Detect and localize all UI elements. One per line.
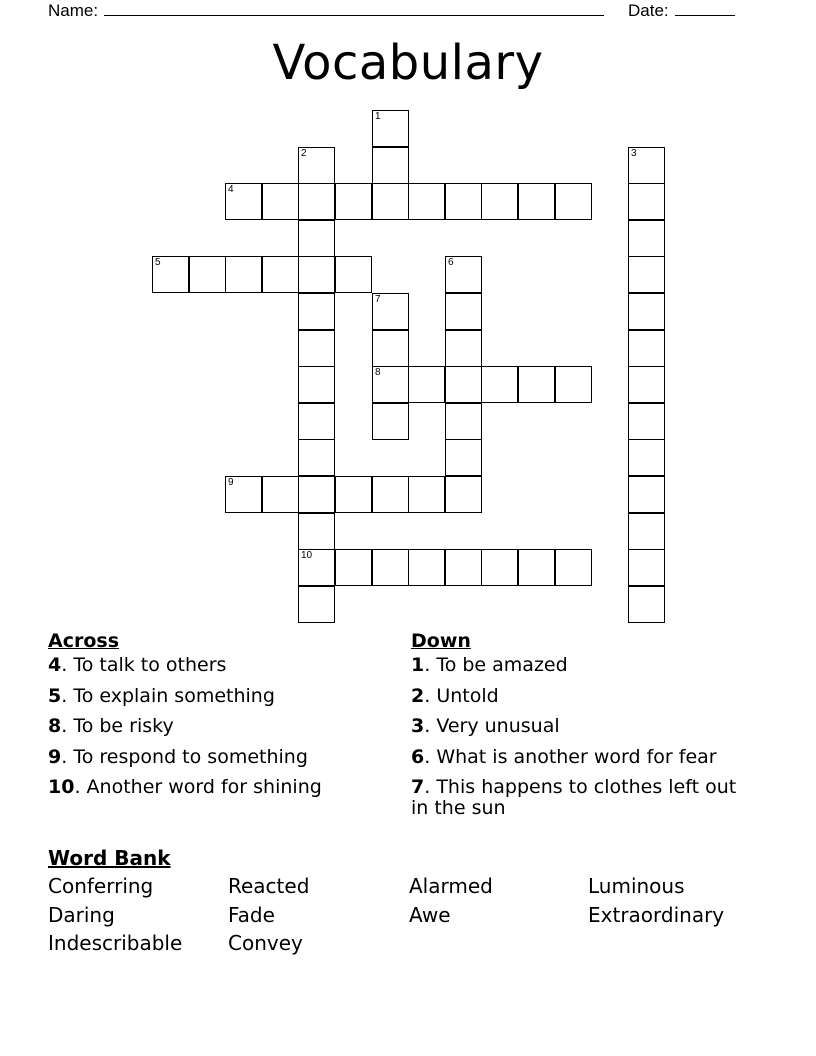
across-heading: Across — [48, 630, 120, 652]
crossword-cell[interactable] — [298, 549, 335, 586]
clue-number: 2 — [301, 148, 307, 159]
crossword-cell[interactable] — [628, 403, 665, 440]
down-clue: 2. Untold — [411, 684, 499, 707]
crossword-cell[interactable] — [445, 330, 482, 367]
crossword-cell[interactable] — [445, 366, 482, 403]
word-bank-word: Conferring — [48, 874, 154, 898]
clue-num: 9 — [48, 745, 62, 768]
clue-number: 10 — [301, 550, 313, 561]
down-clue: 6. What is another word for fear — [411, 745, 717, 768]
crossword-cell[interactable] — [372, 293, 409, 330]
crossword-cell[interactable] — [372, 366, 409, 403]
crossword-cell[interactable] — [518, 183, 555, 220]
crossword-cell[interactable] — [225, 476, 262, 513]
crossword-cell[interactable] — [445, 549, 482, 586]
crossword-cell[interactable] — [481, 549, 518, 586]
crossword-cell[interactable] — [372, 476, 409, 513]
clue-number: 5 — [155, 257, 161, 268]
clue-number: 3 — [631, 148, 637, 159]
crossword-cell[interactable] — [518, 366, 555, 403]
clue-num: 1 — [411, 654, 425, 676]
down-clues — [411, 628, 741, 829]
crossword-cell[interactable] — [445, 403, 482, 440]
across-clue: 9. To respond to something — [48, 745, 308, 768]
clue-text: To explain something — [73, 684, 275, 707]
crossword-cell[interactable] — [372, 147, 409, 184]
crossword-cell[interactable] — [298, 439, 335, 476]
crossword-cell[interactable] — [372, 330, 409, 367]
crossword-cell[interactable] — [628, 183, 665, 220]
clue-number: 8 — [375, 367, 381, 378]
clue-num: 2 — [411, 684, 425, 707]
clue-text: Untold — [436, 684, 499, 707]
crossword-cell[interactable] — [481, 366, 518, 403]
crossword-cell[interactable] — [189, 256, 226, 293]
crossword-cell[interactable] — [445, 293, 482, 330]
across-clue: 8. To be risky — [48, 715, 174, 737]
crossword-cell[interactable] — [298, 330, 335, 367]
crossword-cell[interactable] — [298, 513, 335, 550]
crossword-cell[interactable] — [298, 183, 335, 220]
clue-text: To be risky — [73, 715, 174, 737]
crossword-cell[interactable] — [262, 183, 299, 220]
crossword-cell[interactable] — [628, 586, 665, 623]
crossword-cell[interactable] — [298, 220, 335, 257]
clue-number: 1 — [375, 111, 381, 122]
crossword-cell[interactable] — [481, 183, 518, 220]
crossword-cell[interactable] — [298, 256, 335, 293]
crossword-cell[interactable] — [628, 439, 665, 476]
word-bank-word: Extraordinary — [588, 903, 725, 927]
crossword-cell[interactable] — [298, 586, 335, 623]
crossword-cell[interactable] — [628, 476, 665, 513]
clue-text: To talk to others — [73, 654, 227, 676]
crossword-cell[interactable] — [628, 147, 665, 184]
word-bank-word: Daring — [48, 903, 115, 927]
crossword-cell[interactable] — [555, 183, 592, 220]
crossword-cell[interactable] — [408, 549, 445, 586]
crossword-cell[interactable] — [298, 147, 335, 184]
crossword-cell[interactable] — [335, 549, 372, 586]
across-clues — [48, 628, 322, 808]
crossword-cell[interactable] — [372, 403, 409, 440]
crossword-cell[interactable] — [445, 256, 482, 293]
down-clue-list — [411, 655, 741, 819]
crossword-cell[interactable] — [298, 293, 335, 330]
across-clue: 4. To talk to others — [48, 654, 227, 676]
crossword-cell[interactable] — [628, 513, 665, 550]
word-bank-word: Luminous — [588, 874, 685, 898]
clue-number: 9 — [228, 477, 234, 488]
clue-num: 4 — [48, 654, 62, 676]
crossword-cell[interactable] — [628, 256, 665, 293]
crossword-cell[interactable] — [628, 366, 665, 403]
crossword-cell[interactable] — [445, 183, 482, 220]
crossword-cell[interactable] — [555, 549, 592, 586]
across-clue-list — [48, 655, 322, 798]
clue-text: Another word for shining — [86, 776, 322, 798]
word-bank-word: Indescribable — [48, 931, 183, 955]
word-bank-word: Fade — [228, 903, 275, 927]
crossword-cell[interactable] — [372, 110, 409, 147]
word-bank-word: Reacted — [228, 874, 310, 898]
clue-text: To respond to something — [73, 745, 308, 768]
crossword-cell[interactable] — [335, 476, 372, 513]
crossword-cell[interactable] — [225, 256, 262, 293]
clue-text: To be amazed — [436, 654, 568, 676]
word-bank-heading: Word Bank — [48, 846, 171, 870]
clue-number: 6 — [448, 257, 454, 268]
crossword-cell[interactable] — [372, 549, 409, 586]
crossword-cell[interactable] — [298, 476, 335, 513]
crossword-cell[interactable] — [408, 183, 445, 220]
crossword-cell[interactable] — [225, 183, 262, 220]
across-clue: 5. To explain something — [48, 684, 275, 707]
across-clue: 10. Another word for shining — [48, 776, 322, 798]
clue-text: This happens to clothes left out in the sun — [411, 776, 737, 819]
down-clue: 1. To be amazed — [411, 654, 568, 676]
crossword-cell[interactable] — [335, 256, 372, 293]
crossword-cell[interactable] — [152, 256, 189, 293]
clue-text: What is another word for fear — [436, 745, 717, 768]
crossword-cell[interactable] — [298, 366, 335, 403]
clue-num: 10 — [48, 776, 75, 798]
clue-num: 5 — [48, 684, 62, 707]
word-bank-word: Awe — [409, 903, 451, 927]
crossword-cell[interactable] — [518, 549, 555, 586]
clue-number: 7 — [375, 294, 381, 305]
clue-number: 4 — [228, 184, 234, 195]
down-clue: 7. This happens to clothes left out in the sun — [411, 776, 737, 819]
clue-num: 8 — [48, 715, 62, 737]
word-bank-word: Alarmed — [409, 874, 493, 898]
down-clue: 3. Very unusual — [411, 715, 560, 737]
crossword-cell[interactable] — [445, 439, 482, 476]
crossword-cell[interactable] — [262, 476, 299, 513]
clue-text: Very unusual — [436, 715, 560, 737]
clue-num: 7 — [411, 776, 425, 798]
crossword-cell[interactable] — [408, 366, 445, 403]
clue-num: 3 — [411, 715, 425, 737]
crossword-cell[interactable] — [628, 220, 665, 257]
crossword-cell[interactable] — [445, 476, 482, 513]
crossword-cell[interactable] — [298, 403, 335, 440]
name-label: Name: — [48, 1, 99, 20]
page-title: Vocabulary — [272, 35, 544, 91]
crossword-cell[interactable] — [555, 366, 592, 403]
crossword-cell[interactable] — [628, 293, 665, 330]
crossword-cell[interactable] — [335, 183, 372, 220]
crossword-cell[interactable] — [628, 549, 665, 586]
crossword-cell[interactable] — [262, 256, 299, 293]
down-heading: Down — [411, 630, 471, 652]
word-bank-word: Convey — [228, 931, 303, 955]
crossword-cell[interactable] — [628, 330, 665, 367]
crossword-cell[interactable] — [372, 183, 409, 220]
date-label: Date: — [628, 1, 669, 20]
clue-num: 6 — [411, 745, 425, 768]
crossword-cell[interactable] — [408, 476, 445, 513]
